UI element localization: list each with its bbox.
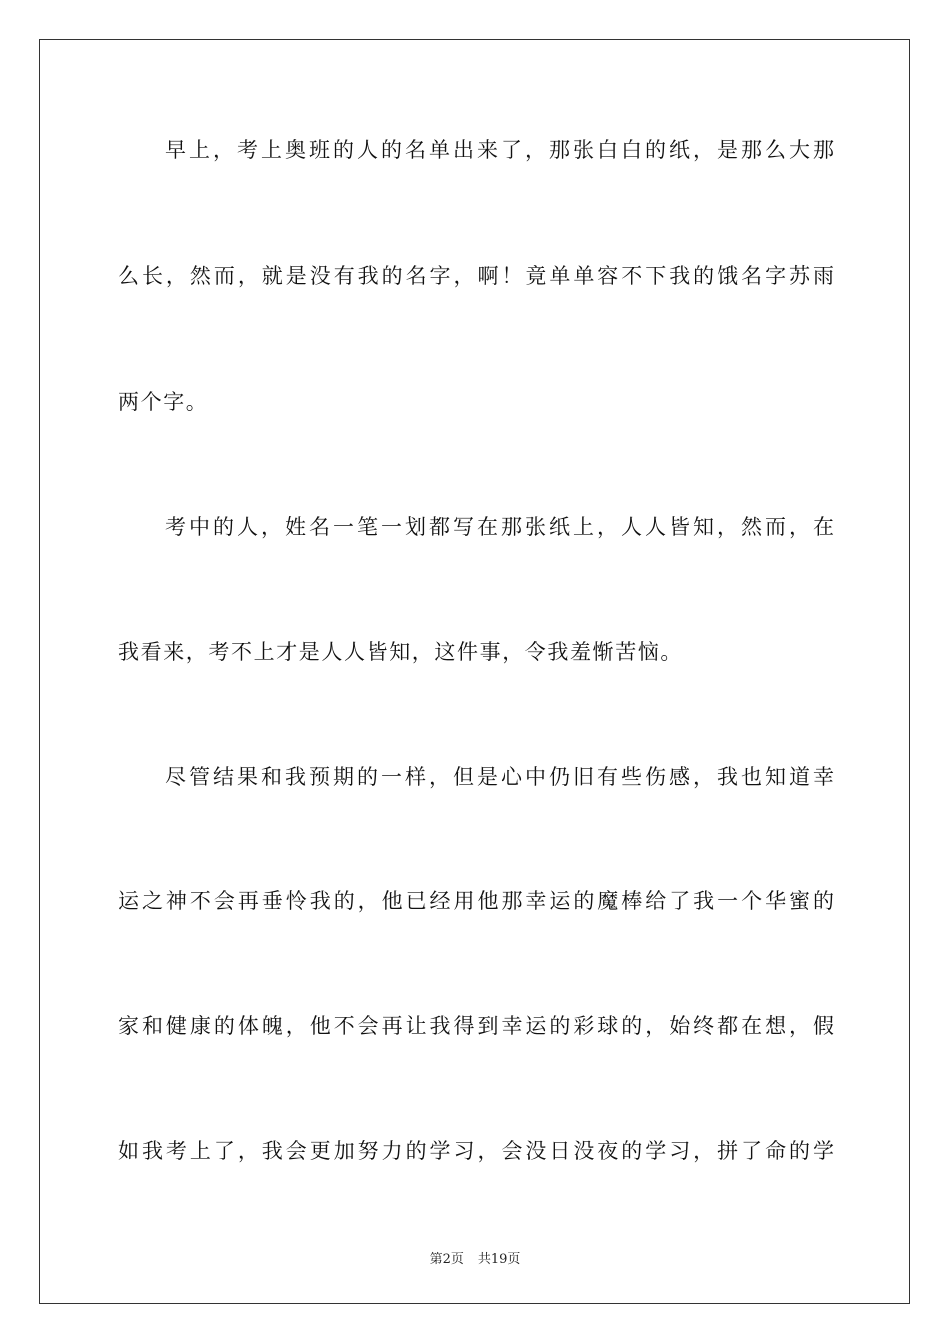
paragraph-line: 运之神不会再垂怜我的，他已经用他那幸运的魔棒给了我一个华蜜的	[118, 889, 834, 913]
paragraph-line: 尽管结果和我预期的一样，但是心中仍旧有些伤感，我也知道幸	[165, 765, 834, 789]
paragraph-line: 我看来，考不上才是人人皆知，这件事，令我羞惭苦恼。	[118, 640, 683, 664]
page-footer	[0, 1248, 950, 1267]
page-total: 共19页	[477, 1252, 521, 1267]
paragraph-line: 么长，然而，就是没有我的名字，啊！竟单单容不下我的饿名字苏雨	[118, 264, 834, 288]
paragraph-line: 考中的人，姓名一笔一划都写在那张纸上，人人皆知，然而，在	[165, 515, 834, 539]
page-border	[39, 39, 910, 1304]
paragraph-line: 如我考上了，我会更加努力的学习，会没日没夜的学习，拼了命的学	[118, 1139, 834, 1163]
page-number: 第2页	[429, 1252, 464, 1267]
paragraph-line: 家和健康的体魄，他不会再让我得到幸运的彩球的，始终都在想，假	[118, 1014, 834, 1038]
paragraph-line: 早上，考上奥班的人的名单出来了，那张白白的纸，是那么大那	[165, 138, 834, 162]
paragraph-line: 两个字。	[118, 390, 209, 414]
